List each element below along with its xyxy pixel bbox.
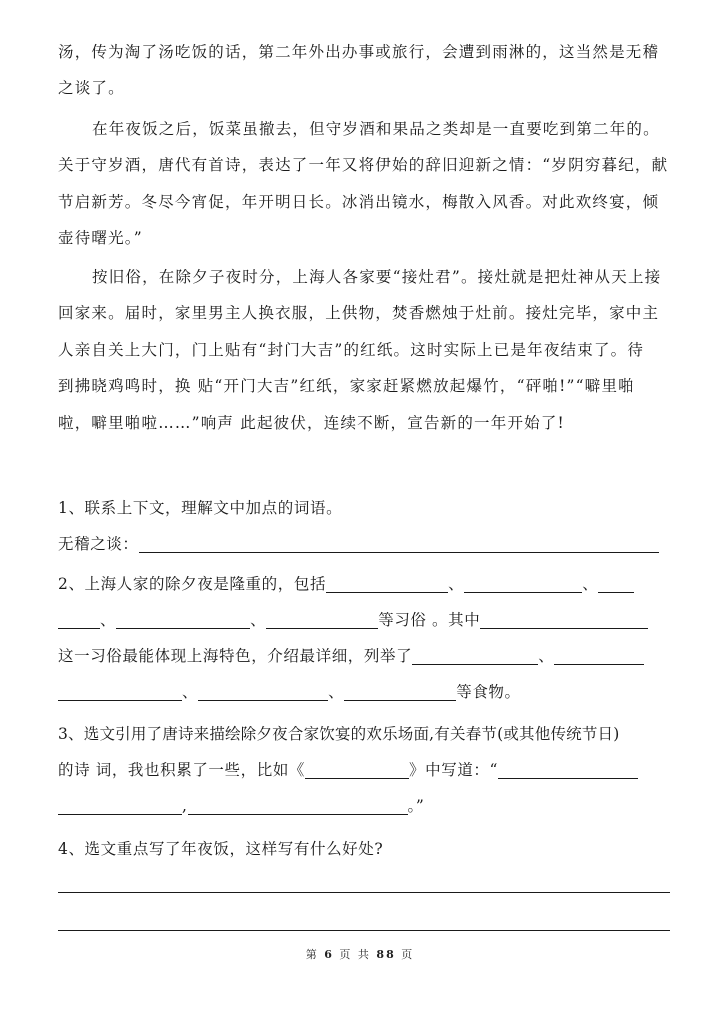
- question-2-text: 等食物。: [456, 683, 521, 701]
- answer-blank[interactable]: [480, 606, 648, 629]
- page-footer: [0, 946, 720, 962]
- answer-blank[interactable]: [188, 792, 408, 815]
- separator: 、: [250, 611, 267, 629]
- footer-text: 第: [305, 948, 319, 961]
- answer-blank[interactable]: [58, 678, 182, 701]
- text-line: 到拂晓鸡鸣时，换 贴“开门大吉”红纸，家家赶紧燃放起爆竹，“砰啪!”“噼里啪: [58, 377, 635, 396]
- question-2-text: 这一习俗最能体现上海特色，介绍最详细，列举了: [58, 647, 413, 665]
- text-line: 在年夜饭之后，饭菜虽撤去，但守岁酒和果品之类却是一直要吃到第二年的。: [92, 120, 660, 138]
- answer-blank[interactable]: [116, 606, 250, 629]
- question-4-prompt: 4、选文重点写了年夜饭，这样写有什么好处?: [58, 840, 384, 858]
- page-total: 88: [376, 948, 396, 961]
- separator: 、: [538, 647, 555, 665]
- text-line: 啦，噼里啪啦……”响声 此起彼伏，连续不断，宣告新的一年开始了!: [58, 413, 565, 432]
- poem-title-blank[interactable]: [305, 756, 409, 779]
- separator: 、: [328, 683, 345, 701]
- footer-text: 页: [401, 948, 415, 961]
- question-1-prompt: 1、联系上下文，理解文中加点的词语。: [58, 499, 343, 517]
- answer-blank[interactable]: [198, 678, 328, 701]
- text-line: 汤，传为淘了汤吃饭的话，第二年外出办事或旅行，会遭到雨淋的，这当然是无稽: [58, 43, 660, 61]
- answer-blank[interactable]: [326, 570, 448, 593]
- answer-blank[interactable]: [139, 530, 659, 553]
- text-line: 之谈了。: [58, 79, 125, 98]
- text-line: 壶待曙光。”: [58, 229, 143, 248]
- question-3-text: 》中写道：“: [409, 761, 499, 779]
- answer-blank[interactable]: [266, 606, 378, 629]
- question-2-prompt: 2、上海人家的除夕夜是隆重的，包括: [58, 575, 327, 593]
- passage-paragraph-1: [58, 34, 670, 107]
- separator: 、: [582, 575, 599, 593]
- answer-blank[interactable]: [58, 606, 100, 629]
- text-line: 节启新芳。冬尽今宵促，年开明日长。冰消出镜水，梅散入风香。对此欢终宴，倾: [58, 192, 660, 211]
- question-3: [58, 716, 670, 824]
- question-2: [58, 566, 670, 710]
- question-4: [58, 831, 670, 867]
- separator: 、: [100, 611, 117, 629]
- answer-line[interactable]: [58, 892, 670, 893]
- answer-blank[interactable]: [464, 570, 582, 593]
- question-3-text: 的诗 词，我也积累了一些，比如《: [58, 761, 306, 779]
- text-line: 关于守岁酒，唐代有首诗，表达了一年又将伊始的辞旧迎新之情：“岁阴穷暮纪，献: [58, 156, 669, 175]
- separator: ,: [182, 797, 188, 815]
- answer-blank[interactable]: [344, 678, 456, 701]
- question-1-term: 无稽之谈：: [58, 535, 139, 553]
- separator: 、: [448, 575, 465, 593]
- page-number: 6: [324, 948, 334, 961]
- answer-line[interactable]: [58, 930, 670, 931]
- question-2-text: 等习俗 。其中: [378, 611, 481, 629]
- question-3-text: 。”: [407, 797, 425, 815]
- text-line: 人亲自关上大门，门上贴有“封门大吉”的红纸。这时实际上已是年夜结束了。待: [58, 340, 645, 359]
- answer-blank[interactable]: [598, 570, 634, 593]
- text-line: 按旧俗，在除夕子夜时分，上海人各家要“接灶君”。接灶就是把灶神从天上接: [92, 268, 662, 286]
- question-3-prompt: 3、选文引用了唐诗来描绘除夕夜合家饮宴的欢乐场面,有关春节(或其他传统节日): [58, 725, 620, 743]
- answer-blank[interactable]: [58, 792, 182, 815]
- separator: 、: [182, 683, 199, 701]
- passage-paragraph-2: [58, 111, 670, 257]
- question-1: [58, 490, 670, 562]
- passage-paragraph-3: [58, 259, 670, 441]
- answer-blank[interactable]: [554, 642, 644, 665]
- footer-text: 页 共: [339, 948, 371, 961]
- answer-blank[interactable]: [412, 642, 538, 665]
- answer-blank[interactable]: [498, 756, 638, 779]
- text-line: 回家来。届时，家里男主人换衣服，上供物，焚香燃烛于灶前。接灶完毕，家中主: [58, 304, 660, 323]
